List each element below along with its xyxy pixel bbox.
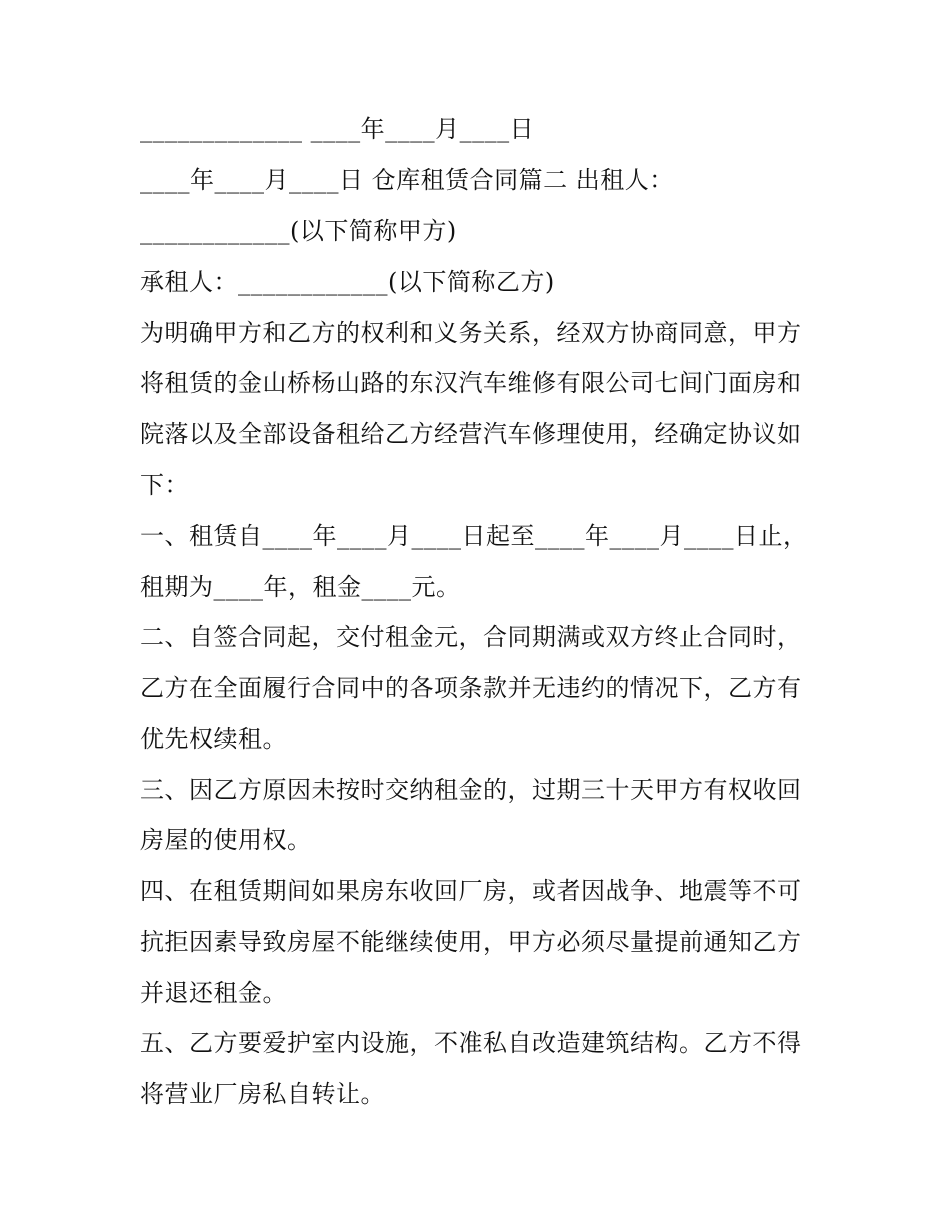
preamble-line: 院落以及全部设备租给乙方经营汽车修理使用，经确定协议如: [140, 420, 802, 448]
preamble-line: 为明确甲方和乙方的权利和义务关系，经双方协商同意，甲方: [140, 319, 802, 347]
clause-2-line: 二、自签合同起，交付租金元，合同期满或双方终止合同时，: [140, 623, 802, 651]
preamble-line: 下：: [140, 471, 189, 499]
clause-5-line: 五、乙方要爱护室内设施，不准私自改造建筑结构。乙方不得: [140, 1029, 802, 1057]
clause-1-line: 租期为____年，租金____元。: [140, 573, 461, 601]
clause-3-line: 三、因乙方原因未按时交纳租金的，过期三十天甲方有权收回: [140, 776, 802, 804]
preamble-line: 将租赁的金山桥杨山路的东汉汽车维修有限公司七间门面房和: [140, 369, 802, 397]
clause-3-line: 房屋的使用权。: [140, 826, 312, 854]
clause-2-line: 优先权续租。: [140, 725, 287, 753]
clause-4-line: 并退还租金。: [140, 979, 287, 1007]
contract-heading-line: ____年____月____日 仓库租赁合同篇二 出租人：: [140, 166, 674, 194]
clause-1-line: 一、租赁自____年____月____日起至____年____月____日止，: [140, 522, 808, 550]
clause-2-line: 乙方在全面履行合同中的各项条款并无违约的情况下，乙方有: [140, 674, 802, 702]
clause-4-line: 四、在租赁期间如果房东收回厂房，或者因战争、地震等不可: [140, 877, 802, 905]
lessor-line: ____________(以下简称甲方): [140, 217, 457, 245]
lessee-line: 承租人：____________(以下简称乙方): [140, 268, 555, 296]
clause-4-line: 抗拒因素导致房屋不能继续使用，甲方必须尽量提前通知乙方: [140, 928, 802, 956]
date-line: _____________ ____年____月____日: [140, 115, 535, 143]
clause-5-line: 将营业厂房私自转让。: [140, 1080, 385, 1108]
